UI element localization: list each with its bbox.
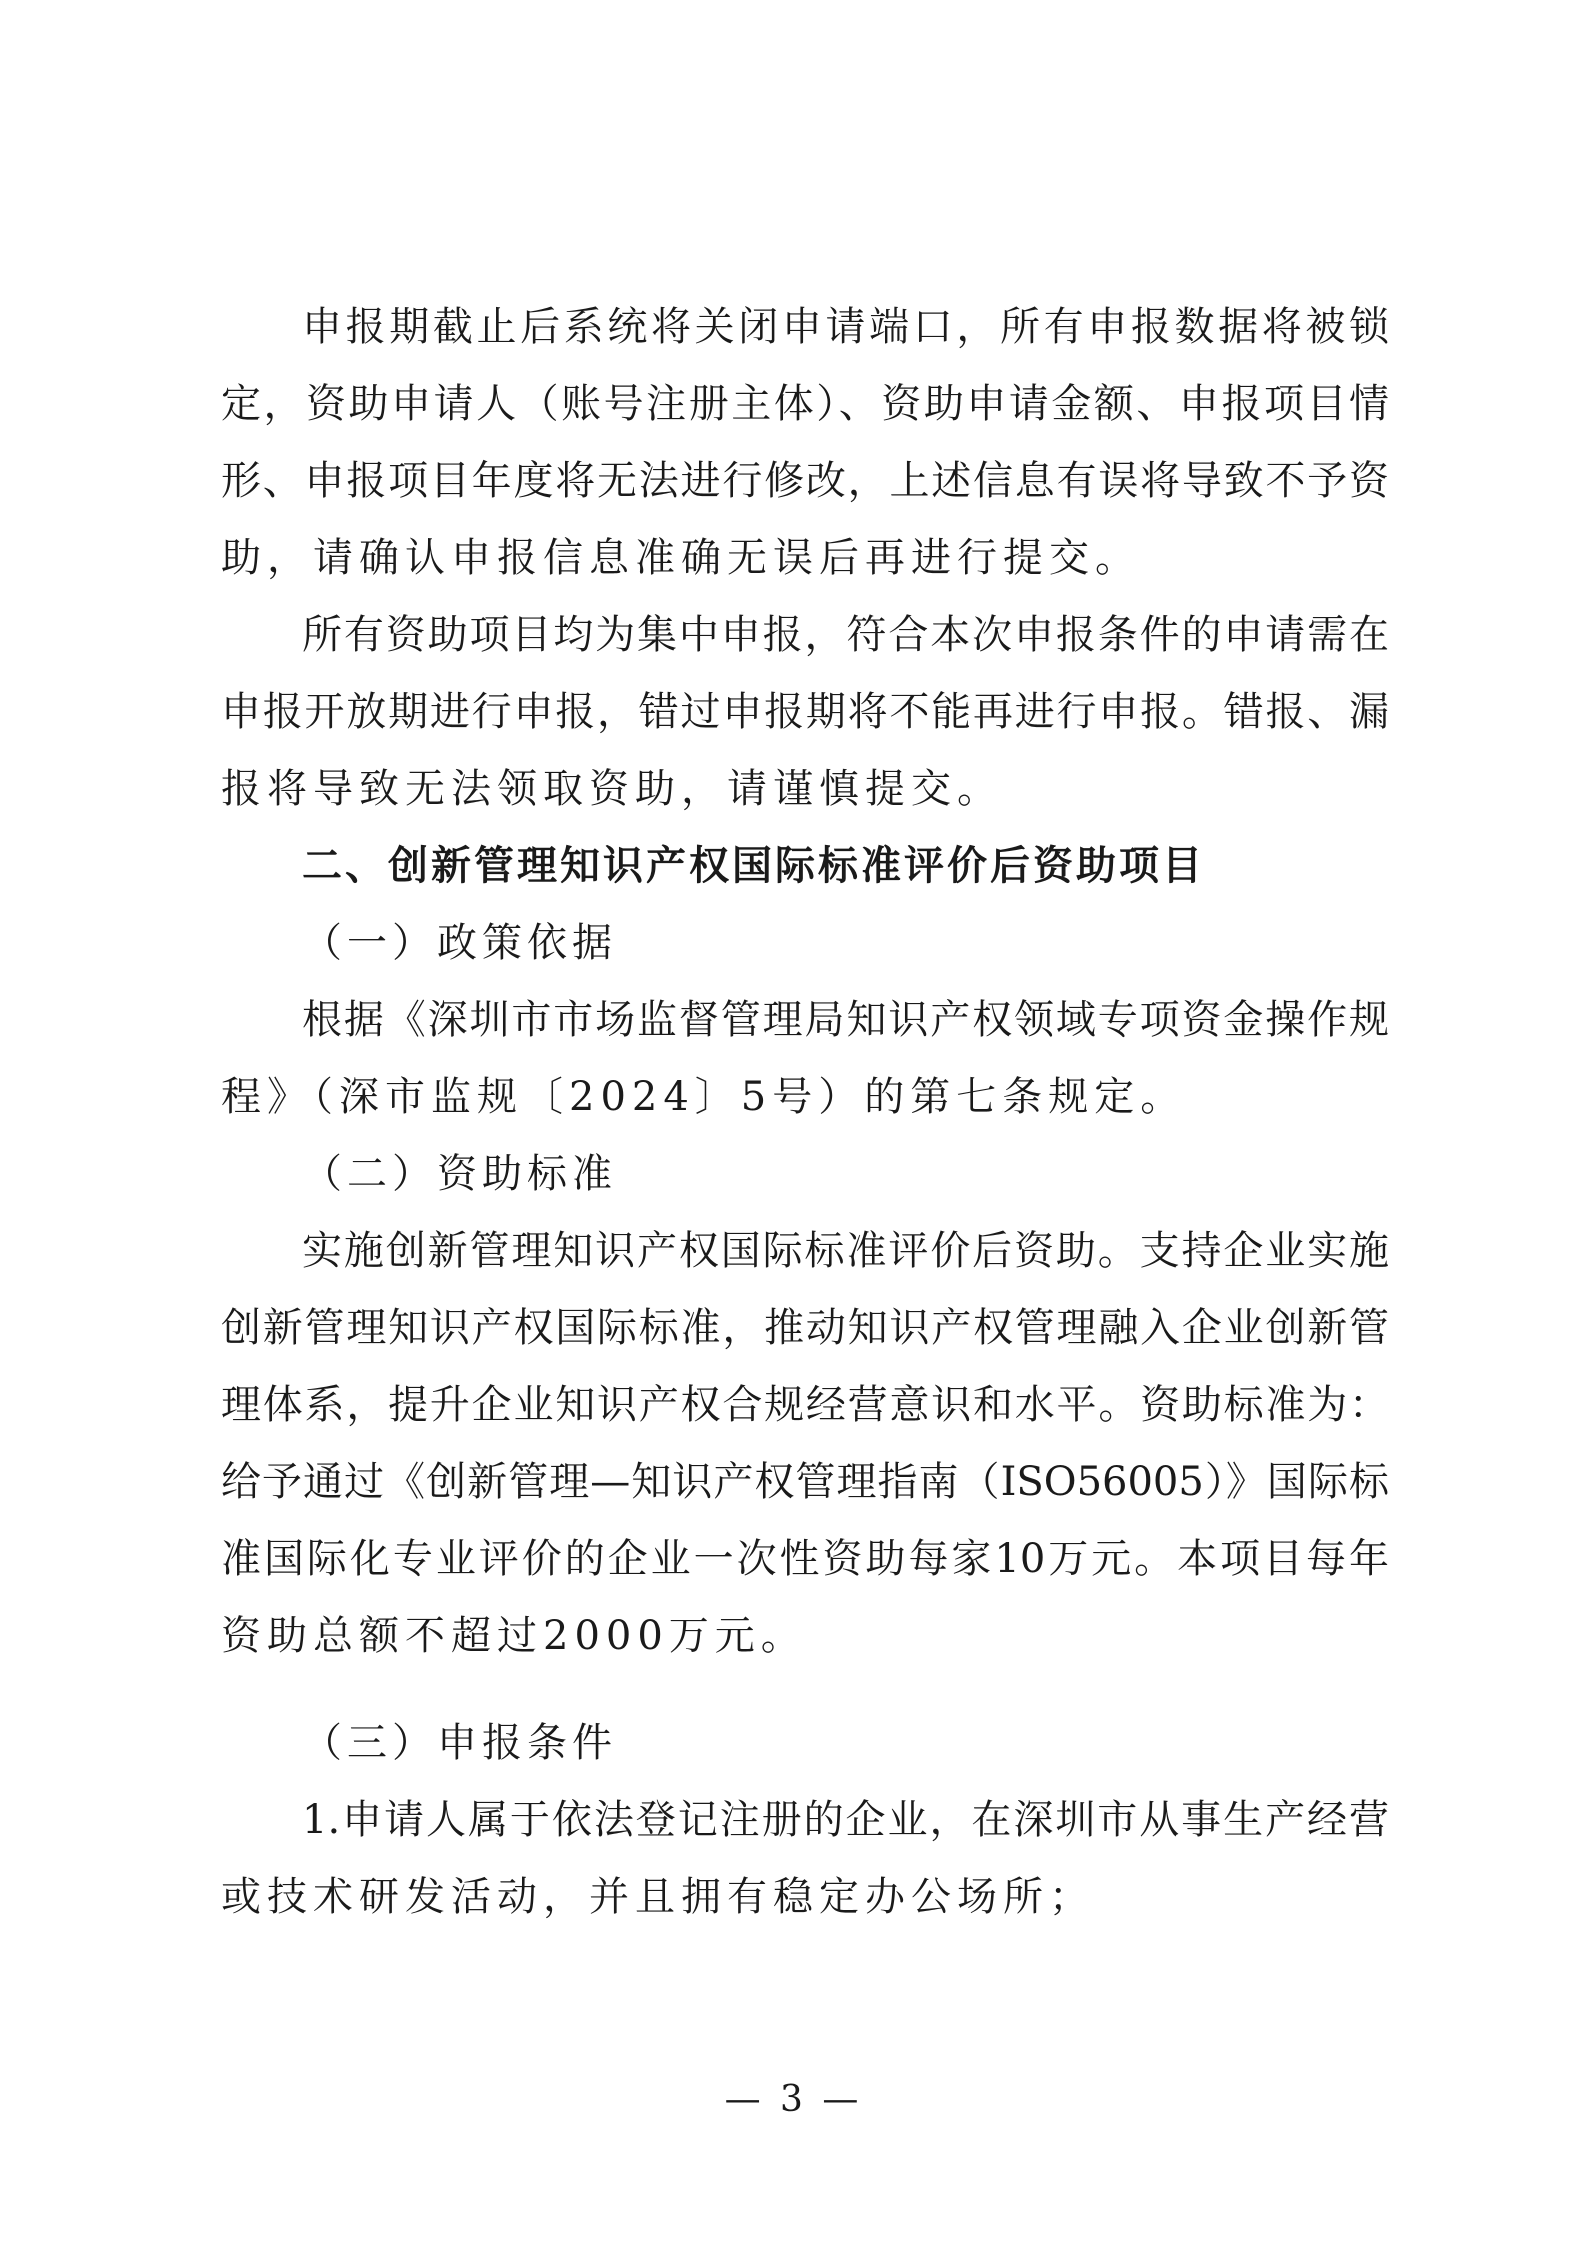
paragraph-line: 助，请确认申报信息准确无误后再进行提交。 (221, 535, 1141, 581)
paragraph-line: 给予通过《创新管理—知识产权管理指南（ISO56005）》国际标 (221, 1459, 1389, 1505)
paragraph-line: 定，资助申请人（账号注册主体）、资助申请金额、申报项目情 (221, 381, 1389, 427)
paragraph-line: 报将导致无法领取资助，请谨慎提交。 (221, 766, 1003, 812)
paragraph-line: 所有资助项目均为集中申报，符合本次申报条件的申请需在 (302, 612, 1389, 658)
paragraph-line: 申报开放期进行申报，错过申报期将不能再进行申报。错报、漏 (221, 689, 1389, 735)
paragraph-line: 资助总额不超过2000万元。 (221, 1613, 807, 1659)
page-number: — 3 — (724, 2079, 863, 2120)
paragraph-line: 创新管理知识产权国际标准，推动知识产权管理融入企业创新管 (221, 1305, 1389, 1351)
paragraph-line: 根据《深圳市市场监督管理局知识产权领域专项资金操作规 (302, 997, 1389, 1043)
paragraph-line: 或技术研发活动，并且拥有稳定办公场所； (221, 1874, 1095, 1920)
paragraph-line: 程》（深市监规〔2024〕5号）的第七条规定。 (221, 1074, 1187, 1120)
paragraph-line: 形、申报项目年度将无法进行修改，上述信息有误将导致不予资 (221, 458, 1389, 504)
paragraph-line: 理体系，提升企业知识产权合规经营意识和水平。资助标准为： (221, 1382, 1389, 1428)
subsection-heading: （三）申报条件 (302, 1720, 617, 1766)
paragraph-line: 申报期截止后系统将关闭申请端口，所有申报数据将被锁 (302, 304, 1389, 350)
subsection-heading: （一）政策依据 (302, 920, 617, 966)
paragraph-line: 实施创新管理知识产权国际标准评价后资助。支持企业实施 (302, 1228, 1389, 1274)
paragraph-line: 准国际化专业评价的企业一次性资助每家10万元。本项目每年 (221, 1536, 1389, 1582)
paragraph-line: 1.申请人属于依法登记注册的企业，在深圳市从事生产经营 (302, 1797, 1389, 1843)
subsection-heading: （二）资助标准 (302, 1151, 617, 1197)
section-heading: 二、创新管理知识产权国际标准评价后资助项目 (302, 843, 1205, 889)
